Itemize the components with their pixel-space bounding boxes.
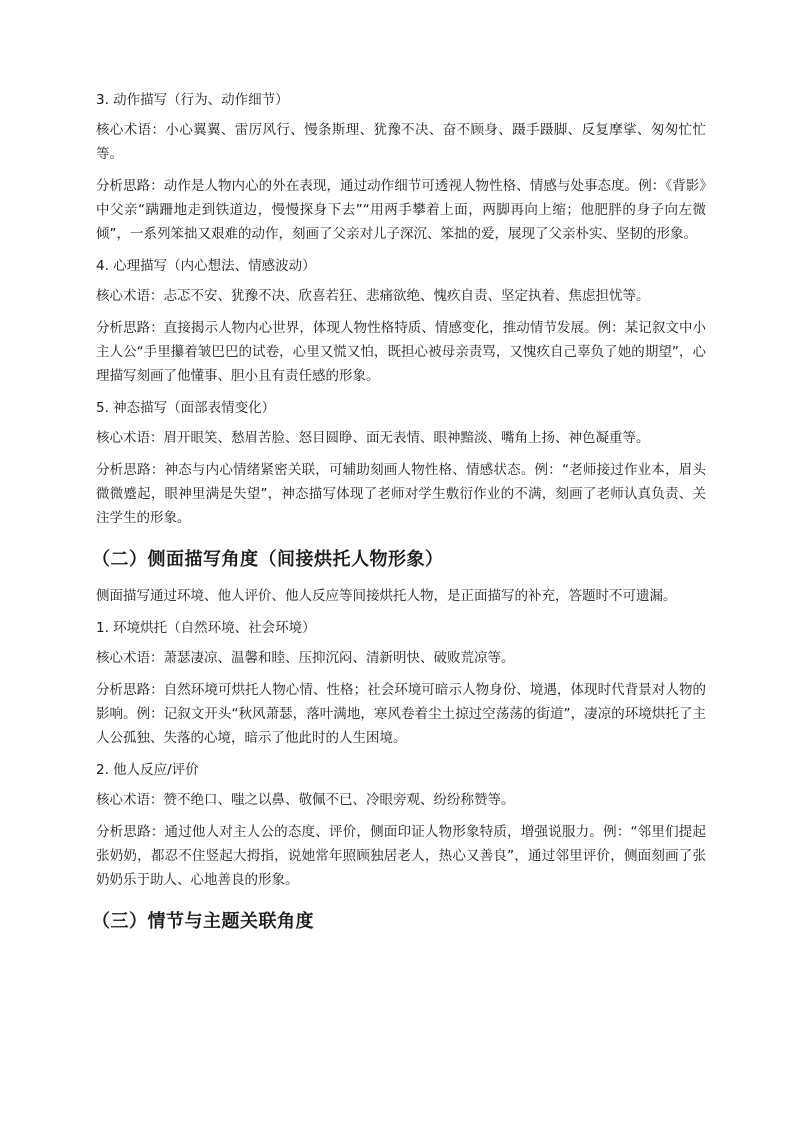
paragraph-environment-analysis: 分析思路：自然环境可烘托人物心情、性格；社会环境可暗示人物身份、境遇，体现时代背景对人物的影响。例：记叙文开头“秋风萧瑟，落叶满地，寒风卷着尘土掠过空荡荡的街道”，凄凉的环境烘托了主人公孤独、失落的心境，暗示了他此时的人生困境。 <box>96 682 706 746</box>
subheading-action: 3. 动作描写（行为、动作细节） <box>96 92 289 108</box>
subheading-environment: 1. 环境烘托（自然环境、社会环境） <box>96 620 316 636</box>
paragraph-psychology-terms: 核心术语：忐忑不安、犹豫不决、欣喜若狂、悲痛欲绝、愧疚自责、坚定执着、焦虑担忧等。 <box>96 288 650 304</box>
subheading-psychology: 4. 心理描写（内心想法、情感波动） <box>96 258 316 274</box>
paragraph-others-terms: 核心术语：赞不绝口、嗤之以鼻、敬佩不已、冷眼旁观、纷纷称赞等。 <box>96 792 515 808</box>
document-page <box>92 88 706 946</box>
section-heading-indirect: （二）侧面描写角度（间接烘托人物形象） <box>92 549 444 570</box>
subheading-expression: 5. 神态描写（面部表情变化） <box>96 400 276 416</box>
paragraph-action-terms: 核心术语：小心翼翼、雷厉风行、慢条斯理、犹豫不决、奋不顾身、蹑手蹑脚、反复摩挲、匆匆忙忙等。 <box>96 122 706 162</box>
paragraph-environment-terms: 核心术语：萧瑟凄凉、温馨和睦、压抑沉闷、清新明快、破败荒凉等。 <box>96 650 515 666</box>
subheading-others-reaction: 2. 他人反应/评价 <box>96 762 199 778</box>
paragraph-others-analysis: 分析思路：通过他人对主人公的态度、评价，侧面印证人物形象特质，增强说服力。例：“邻里们提起张奶奶，都忍不住竖起大拇指，说她常年照顾独居老人，热心又善良”，通过邻里评价，侧面刻画了张奶奶乐于助人、心地善良的形象。 <box>96 824 706 888</box>
paragraph-expression-analysis: 分析思路：神态与内心情绪紧密关联，可辅助刻画人物性格、情感状态。例：“老师接过作业本，眉头微微蹙起，眼神里满是失望”，神态描写体现了老师对学生敷衍作业的不满，刻画了老师认真负责、关注学生的形象。 <box>96 462 706 526</box>
paragraph-expression-terms: 核心术语：眉开眼笑、愁眉苦脸、怒目圆睁、面无表情、眼神黯淡、嘴角上扬、神色凝重等。 <box>96 430 650 446</box>
paragraph-psychology-analysis: 分析思路：直接揭示人物内心世界，体现人物性格特质、情感变化，推动情节发展。例：某记叙文中小主人公“手里攥着皱巴巴的试卷，心里又慌又怕，既担心被母亲责骂，又愧疚自己辜负了她的期望”，心理描写刻画了他懂事、胆小且有责任感的形象。 <box>96 320 706 384</box>
section-heading-plot-theme: （三）情节与主题关联角度 <box>92 911 314 932</box>
paragraph-indirect-intro: 侧面描写通过环境、他人评价、他人反应等间接烘托人物，是正面描写的补充，答题时不可遗漏。 <box>96 588 677 604</box>
paragraph-action-analysis: 分析思路：动作是人物内心的外在表现，通过动作细节可透视人物性格、情感与处事态度。例：《背影》中父亲“蹒跚地走到铁道边，慢慢探身下去”“用两手攀着上面，两脚再向上缩；他肥胖的身子向左微倾”，一系列笨拙又艰难的动作，刻画了父亲对儿子深沉、笨拙的爱，展现了父亲朴实、坚韧的形象。 <box>96 178 706 242</box>
